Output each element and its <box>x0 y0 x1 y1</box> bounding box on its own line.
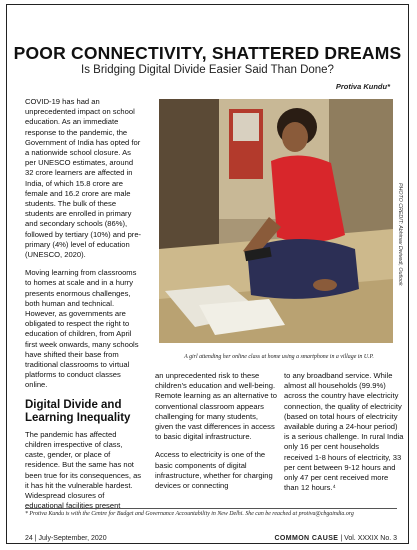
paragraph: to any broadband service. While almost all households (99.9%) across the country have electricity connection, the quality of electricity (based on total hours of electricity available during a 24-hour period) is a serious challenge. In rural India only 16 per cent households received 1-8 hours of electricity, 33 per cent between 9-12 hours and only 47 per cent received more than 12 hours.⁴ <box>284 371 404 493</box>
magazine-info <box>274 535 397 542</box>
paragraph: The pandemic has affected children irrespective of class, caste, gender, or place of residence. But the same has not been true for its consequences, as it has hit the vulnerable hardest. Widespread closures of educational facilities present <box>25 429 142 511</box>
text-column-2 <box>155 371 277 499</box>
section-heading: Digital Divide and Learning Inequality <box>25 398 131 425</box>
photo-caption: A girl attending her online class at home using a smartphone in a village in U.P. <box>184 354 374 360</box>
magazine-page <box>6 4 409 544</box>
paragraph: Access to electricity is one of the basic components of digital infrastructure, whether for charging devices or connecting <box>155 450 273 491</box>
magazine-name: COMMON CAUSE <box>274 535 339 542</box>
text-column-3 <box>284 371 404 501</box>
paragraph: an unprecedented risk to these children's education and well-being. Remote learning as an alternative to conventional classroom appears challenging for many students, given the vast differences in access to basic digital infrastructure. <box>155 371 277 442</box>
article-subtitle: Is Bridging Digital Divide Easier Said Than Done? <box>81 64 334 76</box>
paragraph: COVID-19 has had an unprecedented impact on school education. As an immediate response to the pandemic, the Government of India has opted for a nationwide school closure. As per UNESCO estimates, around 32 crore learners are affected in India, of which 15.8 crore are female and 16.2 crore are male students. The bulk of these students are enrolled in primary and secondary schools (86%), followed by tertiary (10%) and pre-primary (4%) level of education (UNESCO, 2020). <box>25 97 142 260</box>
text-column-1 <box>25 97 142 519</box>
article-title: POOR CONNECTIVITY, SHATTERED DREAMS <box>13 43 402 63</box>
paragraph: Moving learning from classrooms to homes at scale and in a hurry presents enormous challenges, both human and technical. However, as governments are obligated to respect the right to education of children, from April first week onwards, many schools have shifted their base from traditional classrooms to virtual platforms to conduct classes online. <box>25 268 139 390</box>
author-byline: Protiva Kundu* <box>335 82 390 91</box>
volume-info: | Vol. XXXIX No. 3 <box>340 535 397 542</box>
article-photo <box>159 99 393 343</box>
photo-credit: PHOTO CREDIT: Abhinav Dwivedi, Outlook <box>397 183 403 286</box>
author-footnote: * Protiva Kundu is with the Centre for Budget and Governance Accountability in New Delhi. She can be reached at protiva@cbgaindia.org <box>25 511 354 517</box>
footnote-divider <box>25 508 397 509</box>
page-number-date: 24 | July-September, 2020 <box>25 535 107 542</box>
photo-illustration <box>159 99 393 343</box>
